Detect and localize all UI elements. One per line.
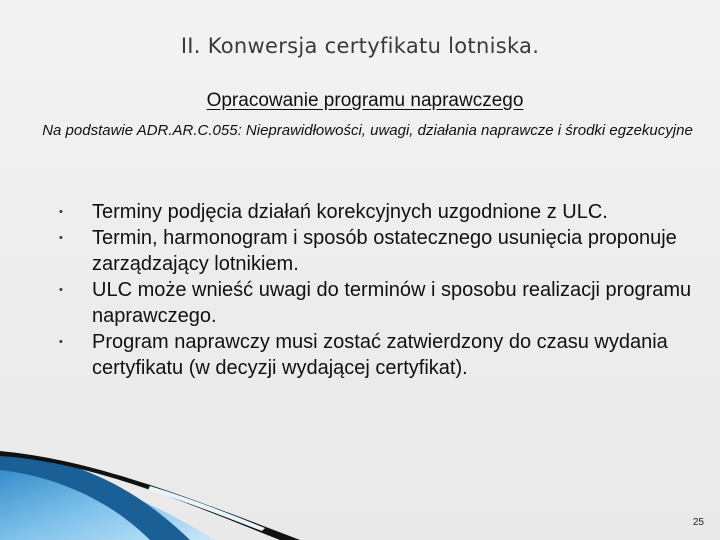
- bullet-icon: •: [59, 232, 63, 244]
- bullet-item: [52, 277, 692, 329]
- bullet-item: [52, 199, 692, 225]
- bullet-item: [52, 329, 692, 381]
- bullet-text: Program naprawczy musi zostać zatwierdzony do czasu wydania certyfikatu (w decyzji wydającej certyfikat).: [92, 331, 668, 379]
- slide-subtitle: Opracowanie programu naprawczego: [206, 90, 524, 111]
- bullet-text: ULC może wnieść uwagi do terminów i sposobu realizacji programu naprawczego.: [92, 279, 692, 327]
- bullet-icon: •: [59, 336, 63, 348]
- bullet-list: [52, 199, 692, 381]
- page-number: 25: [692, 517, 704, 528]
- bullet-text: Terminy podjęcia działań korekcyjnych uzgodnione z ULC.: [92, 201, 608, 223]
- bullet-icon: •: [59, 206, 63, 218]
- bullet-text: Termin, harmonogram i sposób ostatecznego usunięcia proponuje zarządzający lotnikiem.: [92, 227, 677, 275]
- bullet-icon: •: [59, 284, 63, 296]
- slide-title: II. Konwersja certyfikatu lotniska.: [180, 34, 540, 58]
- regulation-reference: Na podstawie ADR.AR.C.055: Nieprawidłowości, uwagi, działania naprawcze i środki egzekucyjne: [42, 122, 693, 139]
- bullet-item: [52, 225, 692, 277]
